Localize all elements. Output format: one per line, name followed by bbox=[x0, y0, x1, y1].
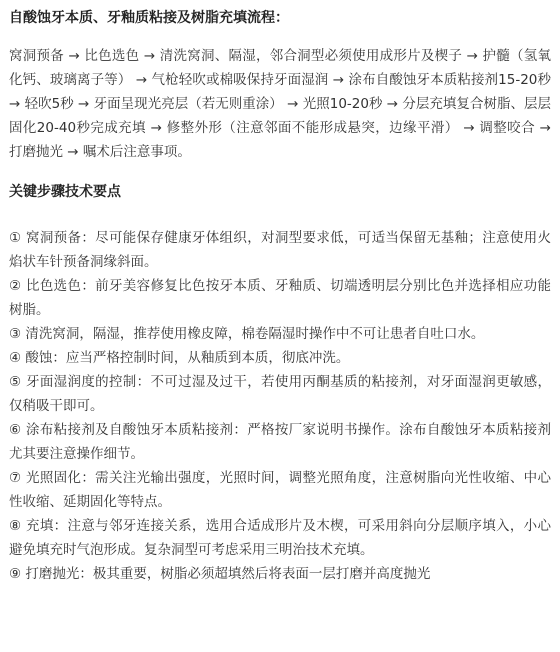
key-step-3: ③ 清洗窝洞，隔湿，推荐使用橡皮障，棉卷隔湿时操作中不可让患者自吐口水。 bbox=[9, 326, 485, 342]
key-step-1: ① 窝洞预备：尽可能保存健康牙体组织，对洞型要求低，可适当保留无基釉；注意使用火焰状车针预备洞缘斜面。 bbox=[9, 230, 551, 270]
procedure-title: 自酸蚀牙本质、牙釉质粘接及树脂充填流程： bbox=[9, 10, 289, 26]
key-step-8: ⑧ 充填：注意与邻牙连接关系，选用合适成形片及木楔，可采用斜向分层顺序填入，小心避免填充时气泡形成。复杂洞型可考虑采用三明治技术充填。 bbox=[9, 518, 551, 558]
key-step-2: ② 比色选色：前牙美容修复比色按牙本质、牙釉质、切端透明层分别比色并选择相应功能树脂。 bbox=[9, 278, 551, 318]
document bbox=[9, 0, 551, 586]
key-steps-list bbox=[9, 226, 551, 586]
procedure-flow: 窝洞预备 → 比色选色 → 清洗窝洞、隔湿，邻合洞型必须使用成形片及楔子 → 护髓（氢氧化钙、玻璃离子等） → 气枪轻吹或棉吸保持牙面湿润 → 涂布自酸蚀牙本质粘接剂15-20秒 → 轻吹5秒 → 牙面呈现光亮层（若无则重涂） → 光照10-20秒 → 分层充填复合树脂、层层固化20-40秒完成充填 → 修整外形（注意邻面不能形成悬突，边缘平滑） → 调整咬合 → 打磨抛光 → 嘱术后注意事项。 bbox=[9, 48, 551, 160]
key-step-7: ⑦ 光照固化：需关注光输出强度，光照时间，调整光照角度，注意树脂向光性收缩、中心性收缩、延期固化等特点。 bbox=[9, 470, 551, 510]
key-step-9: ⑨ 打磨抛光：极其重要，树脂必须超填然后将表面一层打磨并高度抛光 bbox=[9, 566, 431, 582]
key-step-5: ⑤ 牙面湿润度的控制：不可过湿及过干，若使用丙酮基质的粘接剂，对牙面湿润更敏感，仅稍吸干即可。 bbox=[9, 374, 551, 414]
key-steps-heading: 关键步骤技术要点 bbox=[9, 184, 121, 200]
key-step-4: ④ 酸蚀：应当严格控制时间，从釉质到本质，彻底冲洗。 bbox=[9, 350, 350, 366]
key-step-6: ⑥ 涂布粘接剂及自酸蚀牙本质粘接剂：严格按厂家说明书操作。涂布自酸蚀牙本质粘接剂尤其要注意操作细节。 bbox=[9, 422, 551, 462]
